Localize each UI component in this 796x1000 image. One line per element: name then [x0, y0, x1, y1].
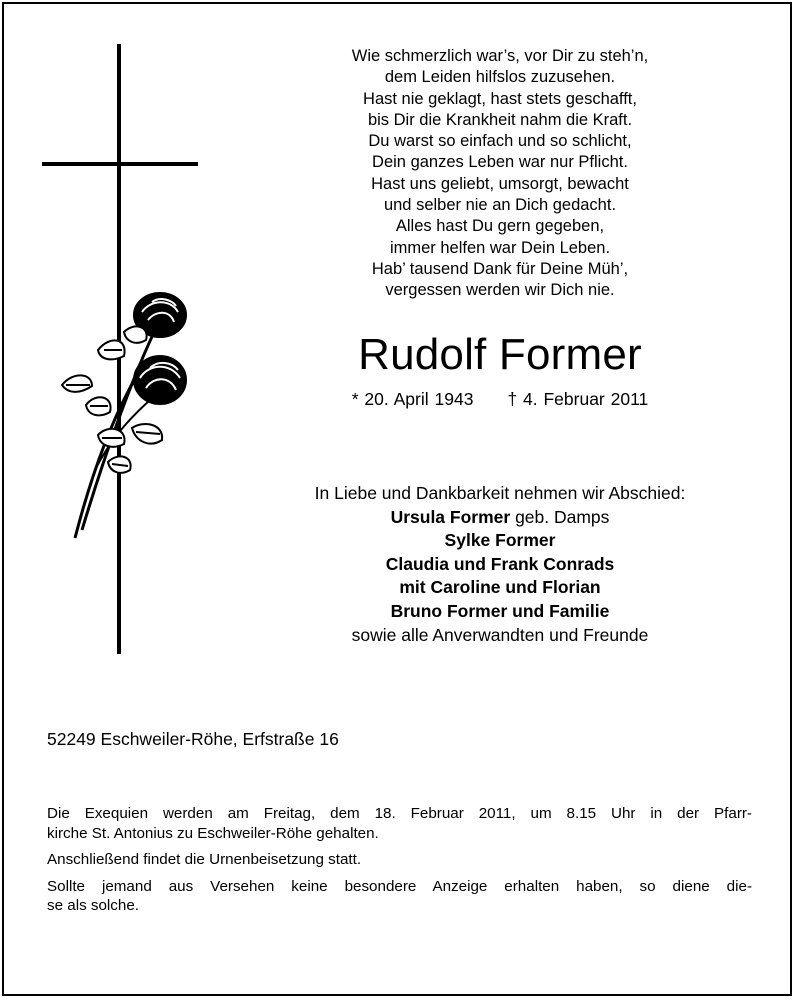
poem-line: vergessen werden wir Dich nie.: [385, 281, 615, 300]
poem-line: dem Leiden hilfslos zuzusehen.: [384, 68, 616, 87]
mourner-name: mit Caroline und Florian: [399, 577, 601, 598]
poem-line: Hast nie geklagt, hast stets geschafft,: [363, 89, 637, 108]
death-date: † 4. Februar 2011: [507, 389, 649, 409]
roses-icon: [62, 293, 186, 538]
mourners-block: [260, 482, 740, 647]
note-line: Sollte jemand aus Versehen keine besondere Anzeige erhalten haben, so diene die-: [47, 877, 752, 895]
poem-line: bis Dir die Krankheit nahm die Kraft.: [367, 110, 633, 129]
poem-line: Du warst so einfach und so schlicht,: [368, 132, 632, 151]
mourner-line: [260, 506, 740, 530]
poem-line: Hab’ tausend Dank für Deine Müh’,: [371, 259, 629, 278]
mourner-name: Sylke Former: [444, 530, 556, 551]
memorial-poem: [300, 46, 700, 302]
poem-line: Alles hast Du gern gegeben,: [395, 217, 605, 236]
birth-date: * 20. April 1943: [351, 389, 474, 409]
note-line: se als solche.: [47, 897, 140, 915]
poem-line: und selber nie an Dich gedacht.: [383, 196, 617, 215]
mourners-closing: sowie alle Anverwandten und Freunde: [351, 624, 649, 645]
cross-with-roses-icon: [0, 0, 260, 680]
poem-line: Dein ganzes Leben war nur Pflicht.: [372, 153, 628, 172]
urn-note: [47, 850, 752, 870]
deceased-name: Rudolf Former: [358, 330, 642, 379]
mourner-name: Claudia und Frank Conrads: [385, 553, 615, 574]
mourner-name: Ursula Former: [390, 506, 511, 527]
note-line: Die Exequien werden am Freitag, dem 18. Februar 2011, um 8.15 Uhr in der Pfarr-: [47, 805, 752, 822]
note-line: Anschließend findet die Urnenbeisetzung statt.: [47, 851, 362, 869]
notice-note: [47, 877, 752, 916]
life-dates: [300, 389, 700, 410]
poem-line: immer helfen war Dein Leben.: [389, 238, 611, 257]
funeral-notes: [47, 804, 752, 923]
farewell-intro: In Liebe und Dankbarkeit nehmen wir Abschied:: [314, 483, 686, 503]
poem-line: Wie schmerzlich war’s, vor Dir zu steh’n,: [351, 47, 649, 65]
mourner-name: Bruno Former und Familie: [390, 600, 610, 621]
exequien-note: [47, 804, 752, 843]
family-address: 52249 Eschweiler-Röhe, Erfstraße 16: [47, 729, 339, 749]
note-line: kirche St. Antonius zu Eschweiler-Röhe gehalten.: [47, 824, 379, 842]
poem-line: Hast uns geliebt, umsorgt, bewacht: [371, 174, 629, 193]
mourner-maiden-name: geb. Damps: [510, 506, 610, 527]
